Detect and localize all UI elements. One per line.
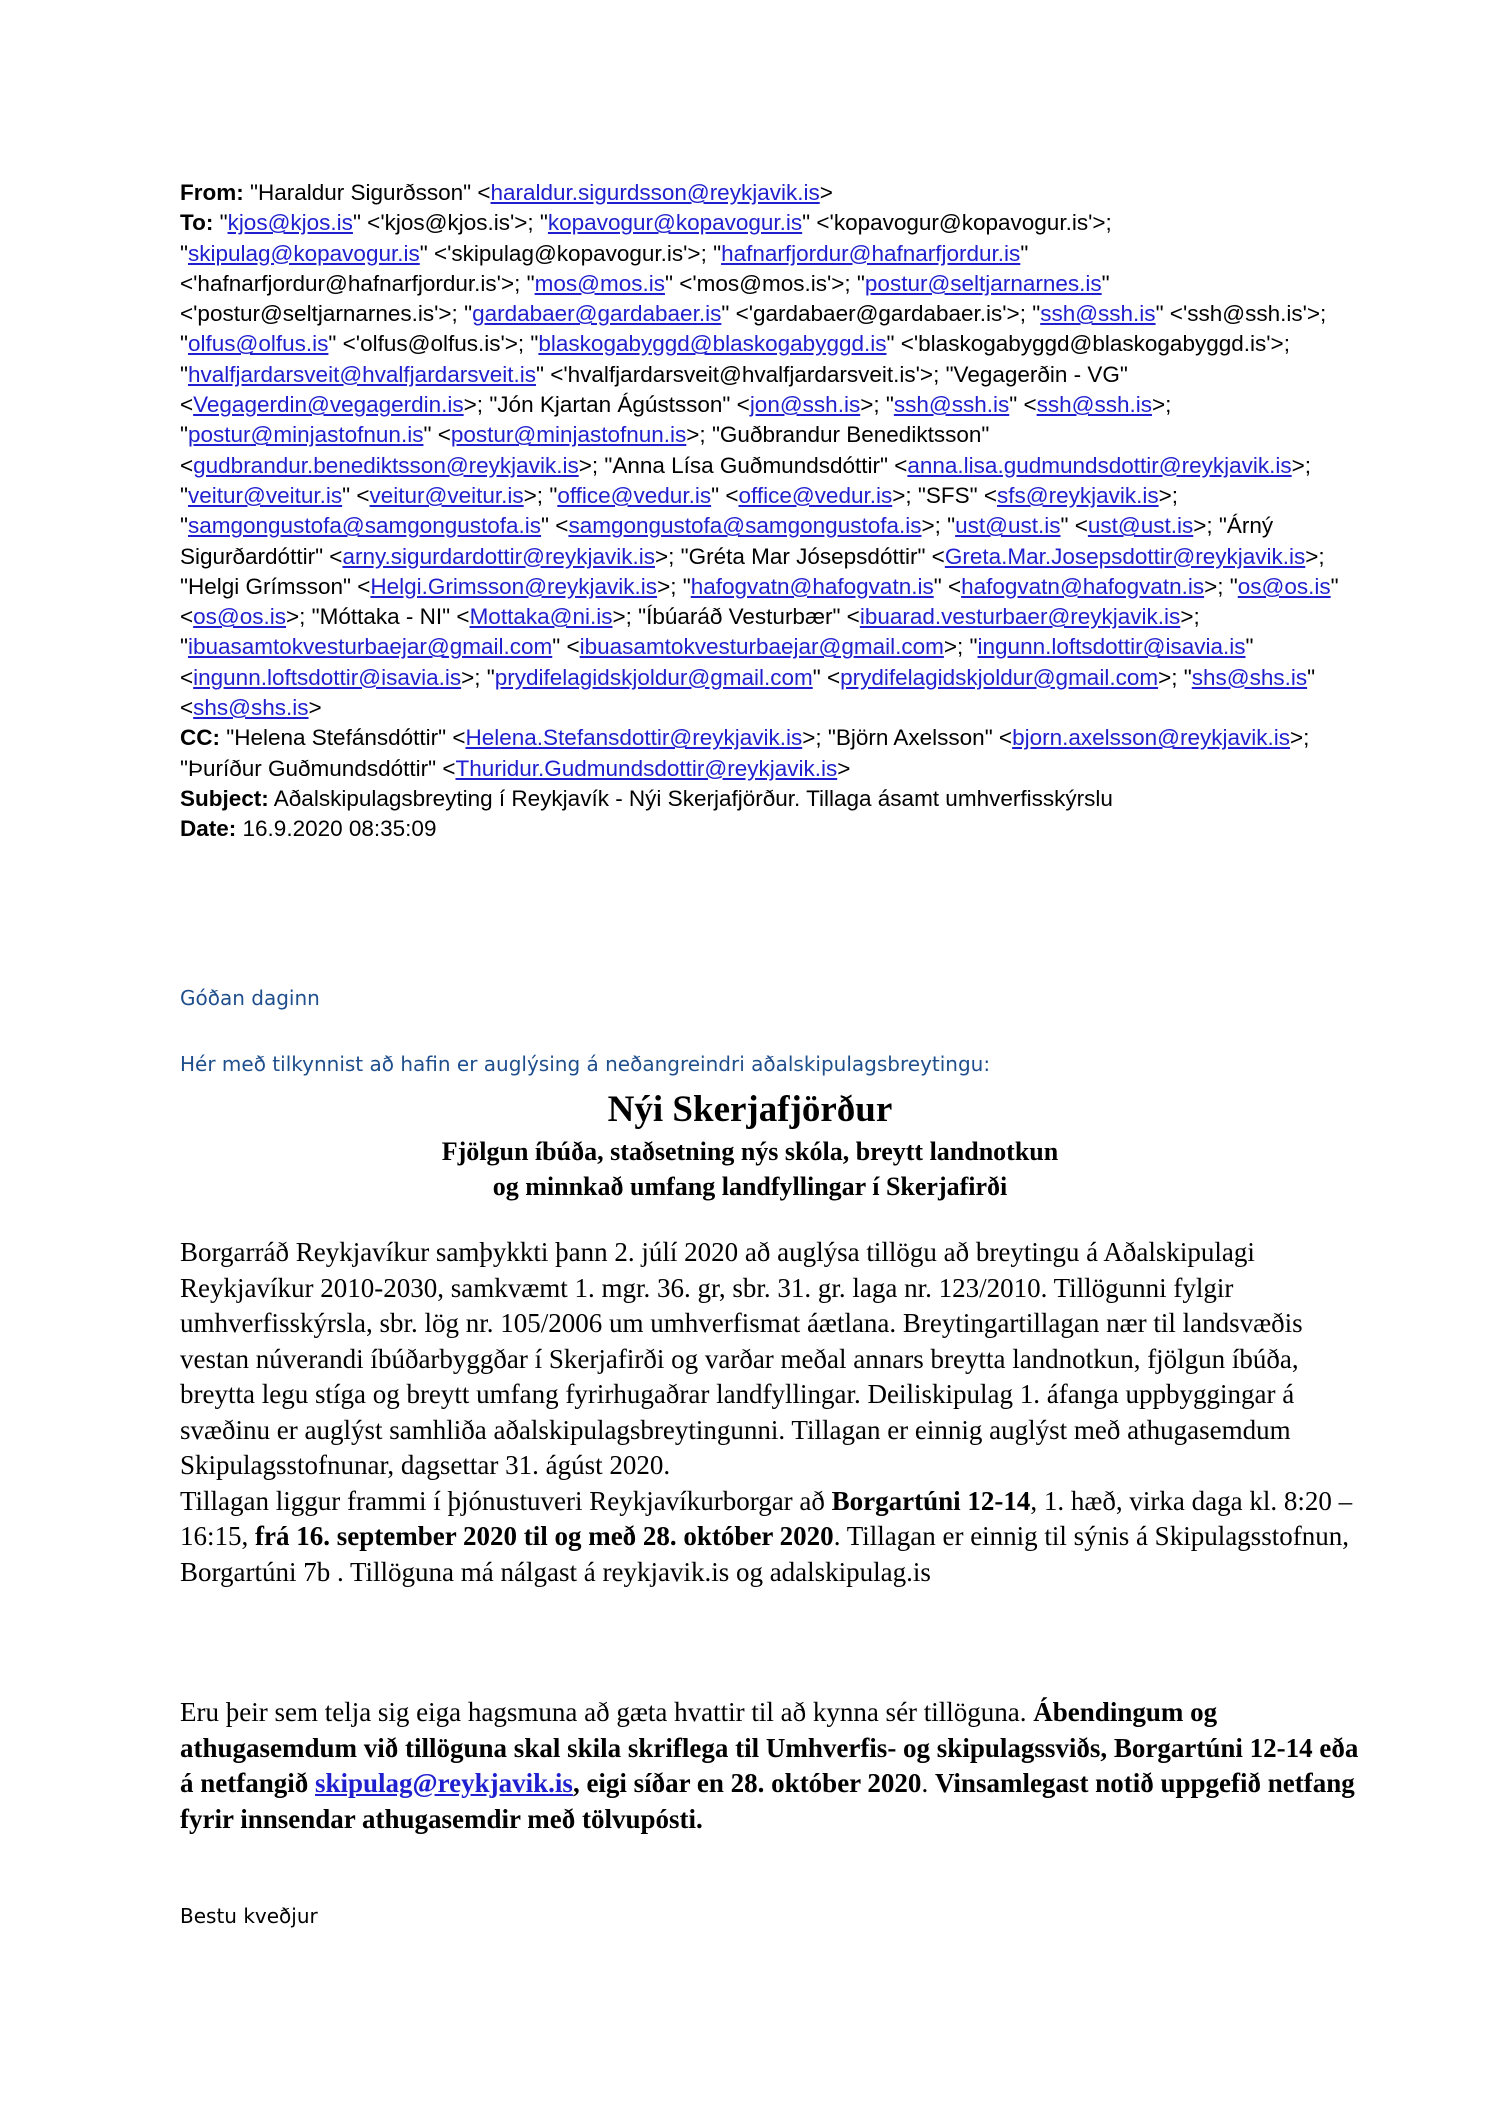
to-text: " < — [1009, 392, 1037, 418]
to-text: " <'mos@mos.is'>; " — [664, 270, 865, 296]
to-email-link[interactable]: Vegagerdin@vegagerdin.is — [193, 392, 464, 418]
to-text: > — [308, 695, 322, 721]
cc-text: >; "Björn Axelsson" < — [802, 725, 1013, 751]
to-email-link[interactable]: os@os.is — [193, 604, 287, 630]
to-text: >; "Anna Lísa Guðmundsdóttir" < — [578, 452, 908, 478]
to-text: >; " — [657, 573, 691, 599]
to-email-link[interactable]: shs@shs.is — [193, 695, 309, 721]
sentence-end: . — [921, 1768, 935, 1798]
to-email-link[interactable]: ibuasamtokvesturbaejar@gmail.com — [579, 634, 944, 660]
submission-instructions: Ábendingum og athugasemdum við tillöguna skal skila skriflega til Umhverfis- og skipulagssviðs, Borgartúni 12-14 eða á netfangið — [180, 1697, 1359, 1798]
to-text: " < — [812, 664, 841, 690]
to-email-link[interactable]: Mottaka@ni.is — [469, 604, 613, 630]
to-text: >; "Árný Sigurðardóttir" < — [180, 513, 1274, 569]
email-header — [180, 178, 1350, 845]
to-text: " < — [1060, 513, 1088, 539]
to-email-link[interactable]: arny.sigurdardottir@reykjavik.is — [342, 543, 655, 569]
to-email-link[interactable]: kjos@kjos.is — [227, 210, 353, 236]
sign-off: Bestu kveðjur — [180, 1904, 318, 1928]
to-text: " < — [180, 634, 1254, 690]
to-text: " <'hvalfjardarsveit@hvalfjardarsveit.is'>; "Vegagerðin - VG" < — [180, 361, 1128, 418]
paragraph-2-intro: Eru þeir sem telja sig eiga hagsmuna að gæta hvattir til að kynna sér tillöguna. — [180, 1697, 1034, 1727]
to-email-link[interactable]: os@os.is — [1237, 573, 1331, 599]
notice-subtitle — [0, 1134, 1500, 1204]
to-email-link[interactable]: hafnarfjordur@hafnarfjordur.is — [721, 240, 1021, 266]
subtitle-line-2: og minnkað umfang landfyllingar í Skerjafirði — [492, 1172, 1008, 1201]
to-email-link[interactable]: ssh@ssh.is — [1036, 392, 1152, 418]
to-text: >; " — [523, 482, 558, 508]
to-email-link[interactable]: veitur@veitur.is — [188, 482, 343, 508]
email-usage-note: Vinsamlegast notið uppgefið netfang fyrir innsendar athugasemdir með tölvupósti. — [180, 1768, 1355, 1834]
to-email-link[interactable]: anna.lisa.gudmundsdottir@reykjavik.is — [907, 452, 1292, 478]
dates-bold: frá 16. september 2020 til og með 28. október 2020 — [255, 1521, 834, 1551]
to-email-link[interactable]: prydifelagidskjoldur@gmail.com — [840, 664, 1159, 690]
to-text: " <'hafnarfjordur@hafnarfjordur.is'>; " — [180, 240, 1029, 296]
to-text: >; "Jón Kjartan Ágústsson" < — [463, 392, 750, 418]
to-text: " < — [423, 422, 451, 448]
to-email-link[interactable]: postur@minjastofnun.is — [188, 422, 424, 448]
to-email-link[interactable]: postur@minjastofnun.is — [450, 422, 687, 448]
to-text: >; " — [180, 452, 1312, 508]
to-text: " <'blaskogabyggd@blaskogabyggd.is'>; " — [180, 331, 1290, 387]
paragraph-1-location — [180, 1484, 1360, 1591]
to-text: >; " — [180, 392, 1172, 448]
to-email-link[interactable]: ust@ust.is — [955, 513, 1061, 539]
deadline-bold: , eigi síðar en 28. október 2020 — [572, 1768, 922, 1798]
to-text: >; " — [943, 634, 978, 660]
from-label: From: — [180, 180, 244, 205]
to-email-link[interactable]: hvalfjardarsveit@hvalfjardarsveit.is — [188, 361, 536, 387]
to-email-link[interactable]: veitur@veitur.is — [369, 482, 524, 508]
to-email-link[interactable]: office@vedur.is — [557, 482, 712, 508]
to-text: " < — [180, 664, 1316, 721]
to-text: " < — [552, 634, 580, 660]
to-text: >; " — [461, 664, 495, 690]
to-text: " <'olfus@olfus.is'>; " — [328, 331, 539, 357]
paragraph-2 — [180, 1695, 1360, 1837]
to-email-link[interactable]: samgongustofa@samgongustofa.is — [188, 513, 542, 539]
to-label: To: — [180, 210, 214, 236]
hours-text: , 1. hæð, virka daga kl. 8:20 – 16:15, — [180, 1485, 1353, 1551]
cc-text: > — [837, 755, 851, 781]
to-text: >; " — [1158, 664, 1192, 690]
notice-title: Nýi Skerjafjörður — [607, 1089, 893, 1130]
date-line — [180, 814, 1350, 844]
subject-text: Aðalskipulagsbreyting í Reykjavík - Nýi Skerjafjörður. Tillaga ásamt umhverfisskýrslu — [273, 785, 1113, 811]
to-text: >; "Guðbrandur Benediktsson" < — [180, 422, 990, 478]
to-text: >; " — [860, 392, 894, 418]
paragraph-1 — [180, 1235, 1360, 1590]
to-text: >; " — [180, 604, 1200, 660]
to-text: " < — [180, 573, 1339, 630]
from-name: "Haraldur Sigurðsson" < — [250, 180, 491, 205]
to-email-link[interactable]: office@vedur.is — [738, 482, 893, 508]
to-email-link[interactable]: skipulag@kopavogur.is — [188, 240, 420, 266]
paragraph-1-text: Borgarráð Reykjavíkur samþykkti þann 2. júlí 2020 að auglýsa tillögu að breytingu á Aðalskipulagi Reykjavíkur 2010-2030, samkvæmt 1. mgr. 36. gr, sbr. 31. gr. laga nr. 123/2010. Tillögunni fylgir umhverfisskýrsla, sbr. lög nr. 105/2006 um umhverfismat áætlana. Breytingartillagan nær til landsvæðis vestan núverandi íbúðarbyggðar í Skerjafirði og varðar meðal annars breytta landnotkun, fjölgun íbúða, breytta legu stíga og breytt umfang fyrirhugaðrar landfyllingar. Deiliskipulag 1. áfanga uppbyggingar á svæðinu er auglýst samhliða aðalskipulagsbreytingunni. Tillagan er einnig auglýst með athugasemdum Skipulagsstofnunar, dagsettar 31. ágúst 2020. — [180, 1237, 1303, 1480]
to-text: >; " — [1204, 573, 1238, 599]
cc-label: CC: — [180, 725, 220, 751]
to-email-link[interactable]: postur@seltjarnarnes.is — [864, 270, 1102, 296]
to-email-link[interactable]: ust@ust.is — [1087, 513, 1194, 539]
to-text: " <'ssh@ssh.is'>; " — [180, 301, 1327, 357]
from-email-link[interactable]: haraldur.sigurdsson@reykjavik.is — [490, 180, 820, 205]
to-text: >; " — [180, 482, 1179, 539]
location-text: Tillagan liggur frammi í þjónustuveri Reykjavíkurborgar að — [180, 1485, 832, 1516]
subtitle-line-1: Fjölgun íbúða, staðsetning nýs skóla, breytt landnotkun — [441, 1137, 1059, 1166]
to-email-link[interactable]: ibuasamtokvesturbaejar@gmail.com — [188, 634, 553, 660]
to-text: >; "Helgi Grímsson" < — [180, 543, 1325, 599]
to-email-link[interactable]: sfs@reykjavik.is — [997, 482, 1159, 508]
to-text: >; "SFS" < — [892, 482, 997, 508]
to-text: " <'gardabaer@gardabaer.is'>; " — [721, 301, 1041, 327]
to-text: " <'kjos@kjos.is'>; " — [352, 210, 548, 236]
to-email-link[interactable]: hafogvatn@hafogvatn.is — [690, 573, 934, 599]
address-bold: Borgartúni 12-14 — [831, 1485, 1031, 1516]
to-text: >; "Móttaka - NI" < — [286, 604, 470, 630]
to-email-link[interactable]: hafogvatn@hafogvatn.is — [961, 573, 1205, 599]
to-email-link[interactable]: kopavogur@kopavogur.is — [547, 210, 803, 236]
to-email-link[interactable]: olfus@olfus.is — [188, 331, 329, 357]
to-email-link[interactable]: gardabaer@gardabaer.is — [472, 301, 722, 327]
to-line — [180, 208, 1350, 723]
to-recipients — [180, 210, 1339, 720]
cc-text: >; "Þuríður Guðmundsdóttir" < — [180, 725, 1310, 781]
to-text: " < — [711, 482, 739, 508]
to-text: " < — [342, 482, 370, 508]
to-email-link[interactable]: shs@shs.is — [1191, 664, 1308, 690]
to-email-link[interactable]: jon@ssh.is — [749, 392, 861, 418]
to-text: " < — [933, 573, 962, 599]
to-email-link[interactable]: Greta.Mar.Josepsdottir@reykjavik.is — [944, 543, 1306, 569]
from-line — [180, 178, 1350, 208]
to-email-link[interactable]: ingunn.loftsdottir@isavia.is — [193, 664, 462, 690]
to-text: " <'kopavogur@kopavogur.is'>; " — [180, 210, 1112, 266]
to-email-link[interactable]: blaskogabyggd@blaskogabyggd.is — [538, 331, 887, 357]
to-text: " — [213, 210, 228, 236]
subject-line — [180, 784, 1350, 814]
to-text: >; " — [921, 513, 956, 539]
cc-email-link[interactable]: bjorn.axelsson@reykjavik.is — [1012, 725, 1291, 751]
cc-recipients — [180, 725, 1309, 780]
to-email-link[interactable]: samgongustofa@samgongustofa.is — [568, 513, 922, 539]
greeting: Góðan daginn — [180, 986, 320, 1010]
to-email-link[interactable]: mos@mos.is — [534, 270, 665, 296]
to-email-link[interactable]: ssh@ssh.is — [893, 392, 1010, 418]
to-text: " < — [541, 513, 569, 539]
to-email-link[interactable]: gudbrandur.benediktsson@reykjavik.is — [193, 452, 579, 478]
availability-text: . Tillagan er einnig til sýnis á Skipulagsstofnun, Borgartúni 7b . Tillöguna má nálgast á reykjavik.is og adalskipulag.is — [180, 1521, 1349, 1587]
to-email-link[interactable]: Helgi.Grimsson@reykjavik.is — [370, 573, 658, 599]
cc-text: "Helena Stefánsdóttir" < — [220, 725, 466, 751]
date-text: 16.9.2020 08:35:09 — [242, 816, 437, 842]
subject-label: Subject: — [180, 785, 269, 811]
to-text: >; "Gréta Mar Jósepsdóttir" < — [654, 543, 945, 569]
to-email-link[interactable]: ssh@ssh.is — [1040, 301, 1156, 327]
date-label: Date: — [180, 816, 237, 842]
intro-text: Hér með tilkynnist að hafin er auglýsing á neðangreindri aðalskipulagsbreytingu: — [180, 1052, 991, 1076]
submission-email-link[interactable]: skipulag@reykjavik.is — [315, 1768, 573, 1798]
cc-line — [180, 723, 1350, 784]
to-text: >; "Íbúaráð Vesturbær" < — [612, 604, 860, 630]
cc-email-link[interactable]: Helena.Stefansdottir@reykjavik.is — [465, 725, 803, 751]
to-text: " <'postur@seltjarnarnes.is'>; " — [180, 270, 1110, 327]
to-email-link[interactable]: ingunn.loftsdottir@isavia.is — [977, 634, 1246, 660]
to-email-link[interactable]: prydifelagidskjoldur@gmail.com — [494, 664, 813, 690]
to-text: " <'skipulag@kopavogur.is'>; " — [419, 240, 722, 266]
cc-email-link[interactable]: Thuridur.Gudmundsdottir@reykjavik.is — [455, 755, 838, 781]
to-email-link[interactable]: ibuarad.vesturbaer@reykjavik.is — [859, 604, 1181, 630]
from-end: > — [819, 180, 833, 205]
